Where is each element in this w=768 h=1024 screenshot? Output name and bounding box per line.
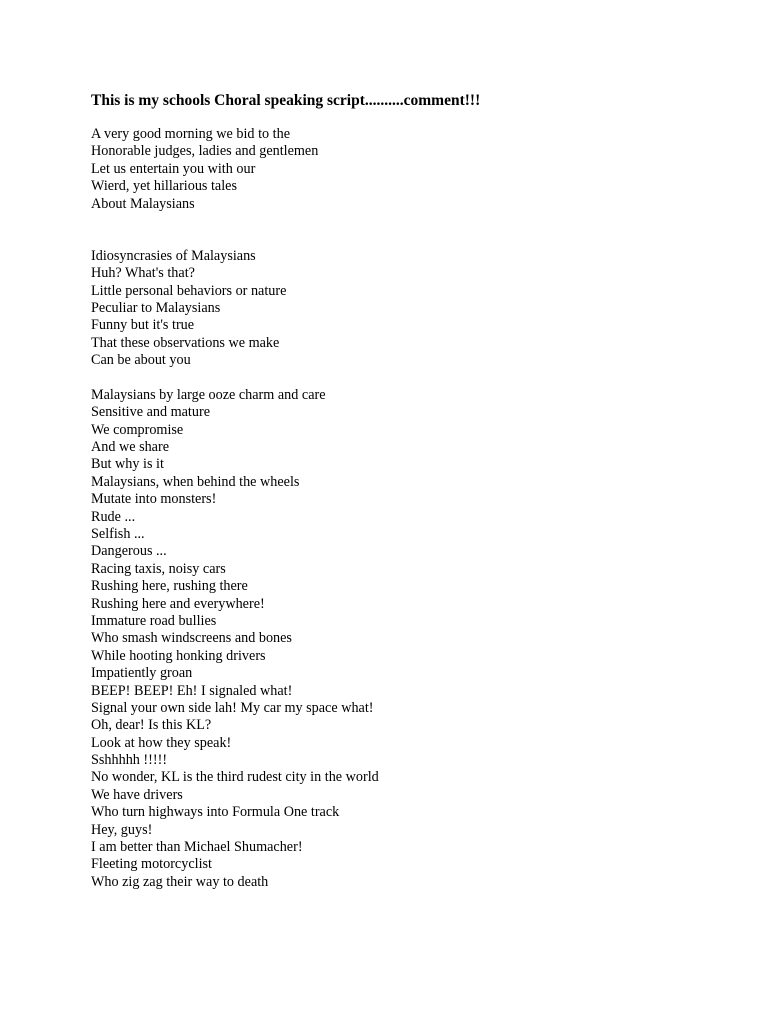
script-line: Impatiently groan <box>91 665 193 682</box>
script-line: Selfish ... <box>91 526 145 542</box>
script-line: BEEP! BEEP! Eh! I signaled what! <box>91 682 293 699</box>
script-line: Rushing here and everywhere! <box>91 595 265 612</box>
script-line: Sshhhhh !!!!! <box>91 752 168 769</box>
script-line: A very good morning we bid to the <box>91 126 290 142</box>
script-line: Dangerous ... <box>91 543 167 560</box>
script-line: But why is it <box>91 456 164 473</box>
script-line: That these observations we make <box>91 334 280 351</box>
script-line: Fleeting motorcyclist <box>91 856 212 873</box>
script-line: Can be about you <box>91 352 191 369</box>
script-line: Look at how they speak! <box>91 734 232 751</box>
stanza-idiosyncrasies <box>91 248 731 370</box>
script-line: Rude ... <box>91 508 136 525</box>
script-line: Oh, dear! Is this KL? <box>91 717 212 734</box>
script-line: No wonder, KL is the third rudest city in the world <box>91 769 379 786</box>
script-line: And we share <box>91 439 170 456</box>
script-line: Malaysians, when behind the wheels <box>91 473 300 490</box>
script-line: Sensitive and mature <box>91 404 210 421</box>
stanza-greeting <box>91 126 731 213</box>
script-body <box>91 126 731 891</box>
script-line: Malaysians by large ooze charm and care <box>91 386 326 403</box>
script-line: Funny but it's true <box>91 317 195 334</box>
script-line: Who turn highways into Formula One track <box>91 804 340 821</box>
script-line: Rushing here, rushing there <box>91 578 248 595</box>
script-line: Let us entertain you with our <box>91 160 256 177</box>
script-line: Immature road bullies <box>91 612 217 629</box>
script-line: Peculiar to Malaysians <box>91 299 221 316</box>
script-line: Who zig zag their way to death <box>91 873 269 890</box>
script-line: We compromise <box>91 421 184 438</box>
stanza-drivers <box>91 387 731 891</box>
script-line: Idiosyncrasies of Malaysians <box>91 247 256 264</box>
script-line: Who smash windscreens and bones <box>91 630 292 647</box>
script-line: While hooting honking drivers <box>91 647 266 664</box>
script-line: Huh? What's that? <box>91 265 195 282</box>
document-title: This is my schools Choral speaking script..........comment!!! <box>91 92 481 109</box>
script-line: I am better than Michael Shumacher! <box>91 839 303 856</box>
script-line: Little personal behaviors or nature <box>91 282 287 299</box>
script-line: Racing taxis, noisy cars <box>91 560 226 577</box>
script-line: Hey, guys! <box>91 821 153 838</box>
script-line: Wierd, yet hillarious tales <box>91 178 237 195</box>
script-line: About Malaysians <box>91 195 195 212</box>
script-line: We have drivers <box>91 786 183 803</box>
script-line: Signal your own side lah! My car my space what! <box>91 699 374 716</box>
script-line: Honorable judges, ladies and gentlemen <box>91 143 319 160</box>
script-line: Mutate into monsters! <box>91 491 217 508</box>
